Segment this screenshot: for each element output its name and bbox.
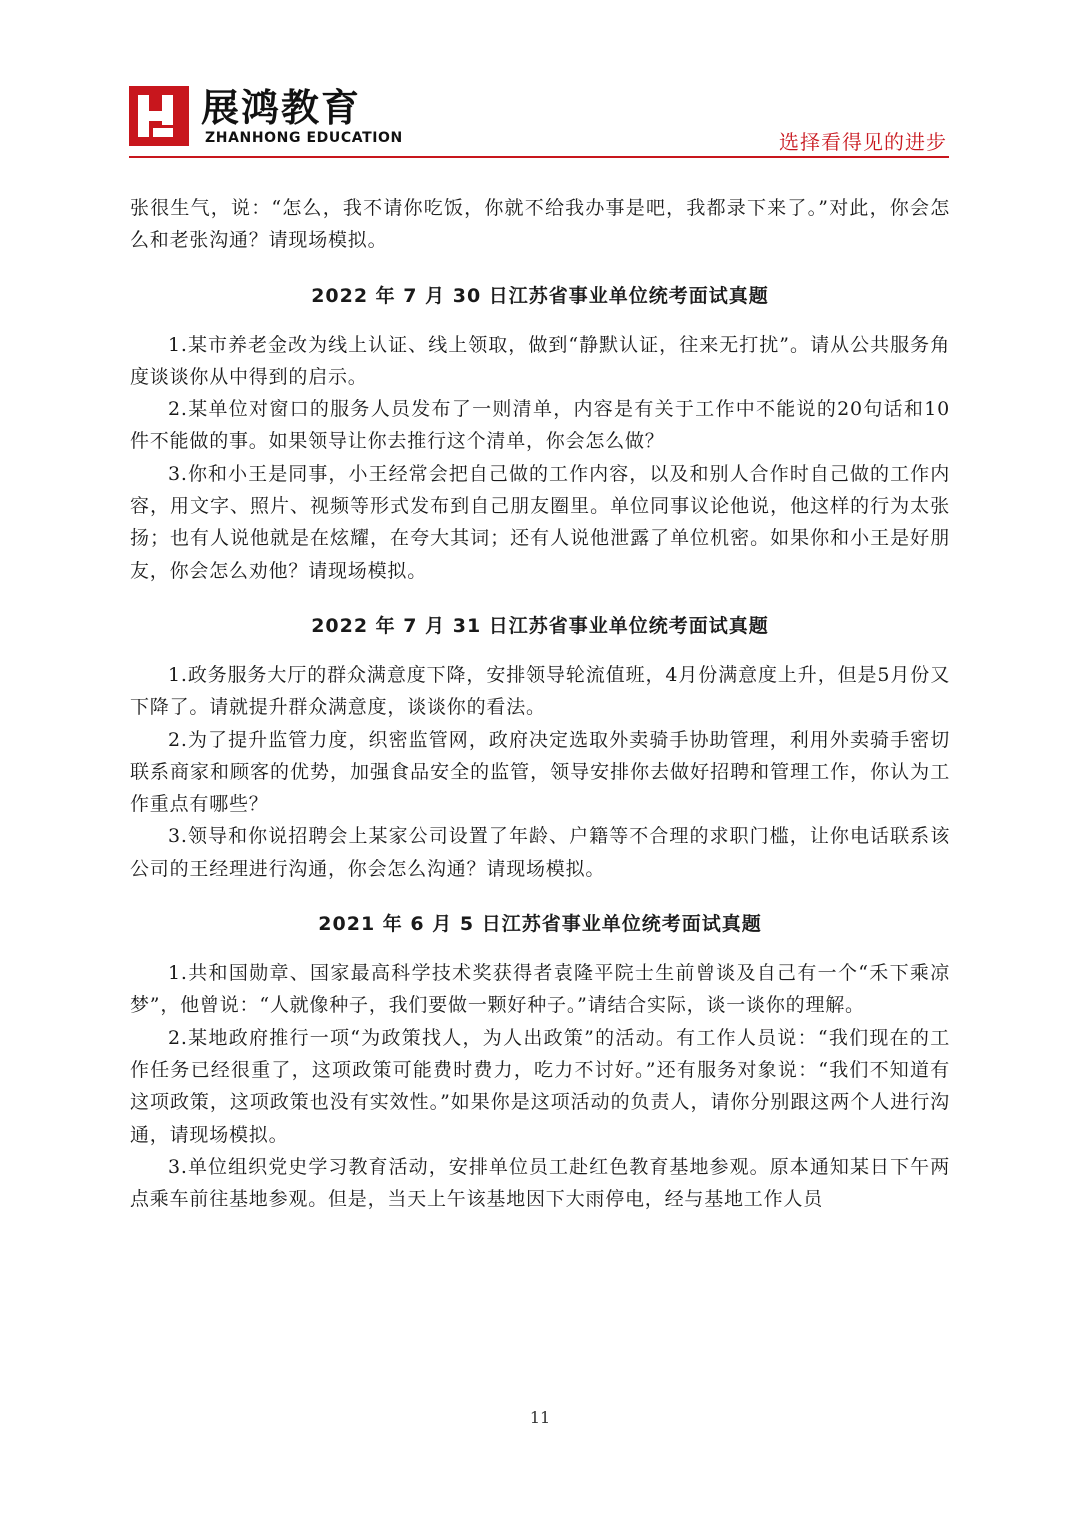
question-item: 3.领导和你说招聘会上某家公司设置了年龄、户籍等不合理的求职门槛，让你电话联系该公司的王经理进行沟通，你会怎么沟通？请现场模拟。 [130, 825, 950, 880]
question-item: 1.共和国勋章、国家最高科学技术奖获得者袁隆平院士生前曾谈及自己有一个“禾下乘凉梦”，他曾说：“人就像种子，我们要做一颗好种子。”请结合实际，谈一谈你的理解。 [130, 962, 950, 1017]
section-title: 2022 年 7 月 30 日江苏省事业单位统考面试真题 [311, 284, 769, 307]
document-body [130, 192, 950, 1215]
page-header [129, 86, 949, 158]
question-item: 2.为了提升监管力度，织密监管网，政府决定选取外卖骑手协助管理，利用外卖骑手密切联系商家和顾客的优势，加强食品安全的监管，领导安排你去做好招聘和管理工作，你认为工作重点有哪些？ [130, 728, 950, 816]
section-title: 2021 年 6 月 5 日江苏省事业单位统考面试真题 [318, 913, 762, 936]
question-item: 1.政务服务大厅的群众满意度下降，安排领导轮流值班，4月份满意度上升，但是5月份又下降了。请就提升群众满意度，谈谈你的看法。 [130, 663, 950, 719]
intro-paragraph: 张很生气，说：“怎么，我不请你吃饭，你就不给我办事是吧，我都录下来了。”对此，你会怎么和老张沟通？请现场模拟。 [130, 197, 950, 252]
header-divider [129, 156, 949, 158]
question-item: 2.某地政府推行一项“为政策找人，为人出政策”的活动。有工作人员说：“我们现在的工作任务已经很重了，这项政策可能费时费力，吃力不讨好。”还有服务对象说：“我们不知道有这项政策，这项政策也没有实效性。”如果你是这项活动的负责人，请你分别跟这两个人进行沟通，请现场模拟。 [130, 1026, 950, 1146]
section-title: 2022 年 7 月 31 日江苏省事业单位统考面试真题 [311, 614, 769, 637]
brand-name-en: ZHANHONG EDUCATION [205, 130, 403, 146]
question-item: 3.你和小王是同事，小王经常会把自己做的工作内容，以及和别人合作时自己做的工作内容，用文字、照片、视频等形式发布到自己朋友圈里。单位同事议论他说，他这样的行为太张扬；也有人说他就是在炫耀，在夸大其词；还有人说他泄露了单位机密。如果你和小王是好朋友，你会怎么劝他？请现场模拟。 [130, 462, 950, 582]
brand-name-cn: 展鸿教育 [201, 86, 362, 130]
header-slogan: 选择看得见的进步 [779, 130, 947, 154]
question-item: 3.单位组织党史学习教育活动，安排单位员工赴红色教育基地参观。原本通知某日下午两点乘车前往基地参观。但是，当天上午该基地因下大雨停电，经与基地工作人员 [130, 1155, 950, 1211]
page-number: 11 [529, 1408, 551, 1427]
zhanhong-logo-icon [129, 86, 189, 146]
question-item: 2.某单位对窗口的服务人员发布了一则清单，内容是有关于工作中不能说的20句话和10件不能做的事。如果领导让你去推行这个清单，你会怎么做？ [130, 398, 950, 453]
question-item: 1.某市养老金改为线上认证、线上领取，做到“静默认证，往来无打扰”。请从公共服务角度谈谈你从中得到的启示。 [130, 333, 950, 388]
